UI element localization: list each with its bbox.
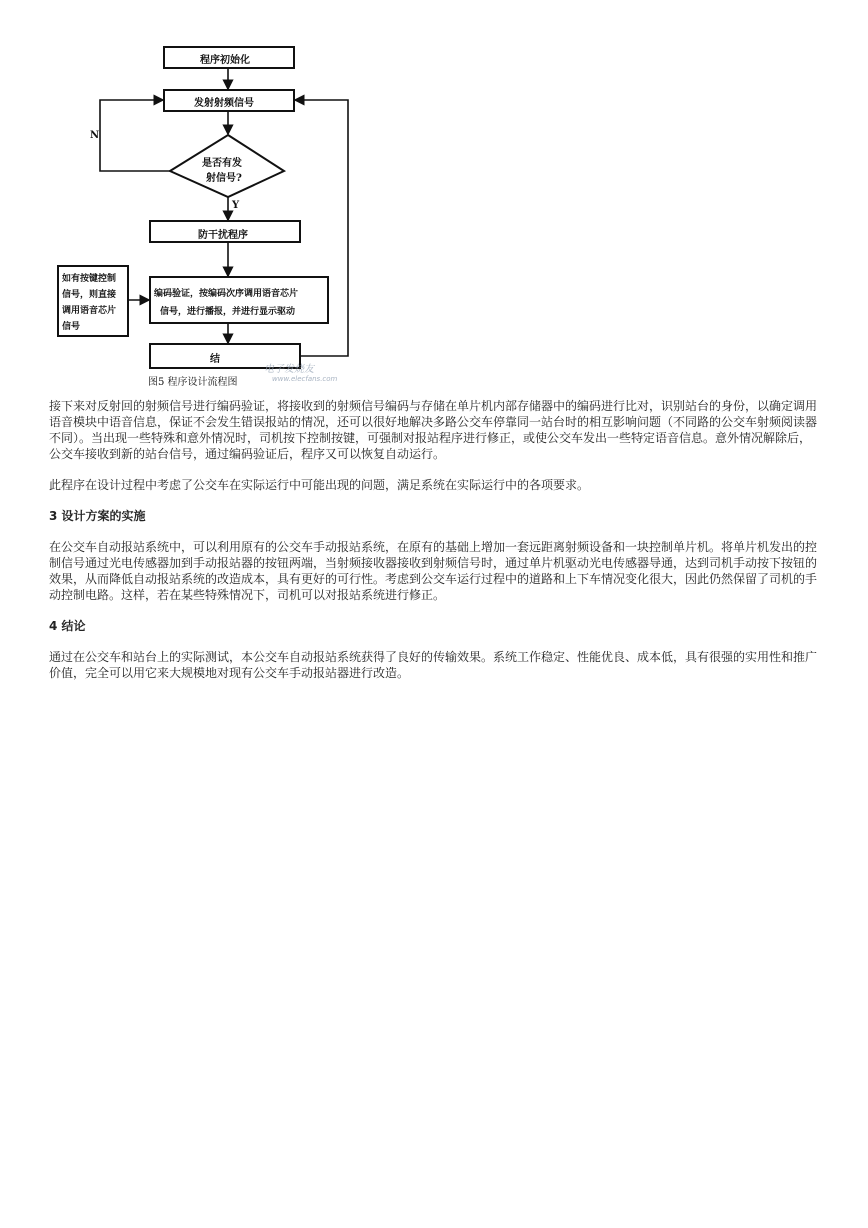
no-branch-label: N: [90, 130, 100, 141]
flowchart-diagram: [52, 38, 358, 388]
box-init-label: 程序初始化: [200, 55, 250, 66]
side-note-line3: 调用语音芯片: [62, 306, 117, 316]
section-4-heading: 4 结论: [49, 619, 86, 633]
figure-caption: 图5 程序设计流程图: [148, 377, 238, 388]
section-4-text: 通过在公交车和站台上的实际测试，本公交车自动报站系统获得了良好的传输效果。系统工作稳定、性能优良、成本低，具有很强的实用性和推广价值，完全可以用它来大规模地对现有公交车手动报站器进行改造。: [49, 650, 818, 680]
decision-label-line1: 是否有发: [202, 158, 242, 169]
box-end-label: 结: [210, 354, 220, 365]
side-note-line4: 信号: [62, 322, 81, 332]
section-3-heading: 3 设计方案的实施: [49, 509, 146, 523]
side-note-line2: 信号，则直接: [62, 290, 117, 300]
decision-label-line2: 射信号?: [206, 173, 242, 184]
side-note-line1: 如有按键控制: [62, 274, 117, 284]
box-anti-interference-label: 防干扰程序: [198, 230, 248, 241]
paragraph-verification: 接下来对反射回的射频信号进行编码验证，将接收到的射频信号编码与存储在单片机内部存储器中的编码进行比对，识别站台的身份，以确定调用语音模块中语音信息，保证不会发生错误报站的情况，还可以很好地解决多路公交车停靠同一站台时的相互影响问题（不同路的公交车射频阅读器不同）。当出现一些特殊和意外情况时，司机按下控制按键，可强制对报站程序进行修正，或使公交车发出一些特定语音信息。意外情况解除后，公交车接收到新的站台信号，通过编码验证后，程序又可以恢复自动运行。: [49, 399, 818, 461]
box-verify-label-line1: 编码验证，按编码次序调用语音芯片: [154, 289, 299, 299]
article-body: [49, 398, 821, 696]
box-verify-label-line2: 信号，进行播报，并进行显示驱动: [160, 307, 296, 317]
box-send-label: 发射射频信号: [194, 98, 254, 109]
yes-branch-label: Y: [232, 200, 240, 211]
section-3-text: 在公交车自动报站系统中，可以利用原有的公交车手动报站系统，在原有的基础上增加一套远距离射频设备和一块控制单片机。将单片机发出的控制信号通过光电传感器加到手动报站器的按钮两端，当射频接收器接收到射频信号时，通过单片机驱动光电传感器导通，达到司机手动按下按钮的效果，从而降低自动报站系统的改造成本，具有更好的可行性。考虑到公交车运行过程中的道路和上下车情况变化很大，因此仍然保留了司机的手动控制电路。这样，若在某些特殊情况下，司机可以对报站系统进行修正。: [49, 540, 818, 602]
watermark-name: 电子发烧友: [264, 364, 314, 375]
paragraph-design-note: 此程序在设计过程中考虑了公交车在实际运行中可能出现的问题，满足系统在实际运行中的各项要求。: [49, 478, 590, 492]
flowchart-figure: [52, 38, 358, 388]
watermark-logo: [264, 360, 337, 383]
watermark-url: www.elecfans.com: [272, 375, 338, 383]
